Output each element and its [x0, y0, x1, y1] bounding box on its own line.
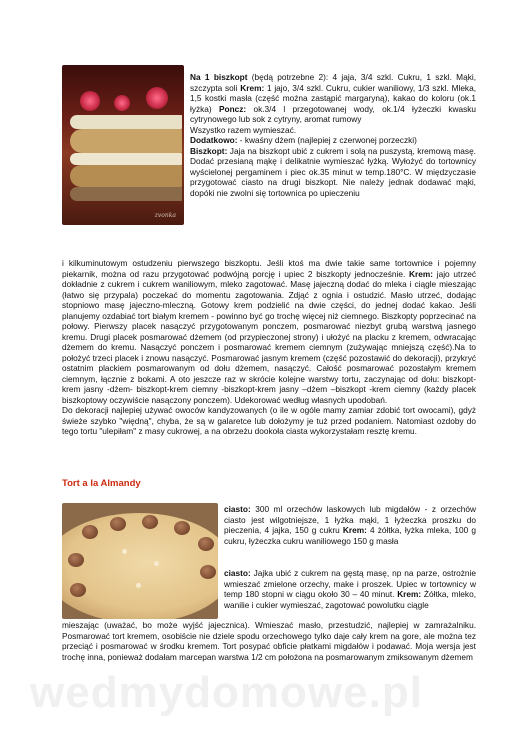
truffle-decoration: [68, 553, 84, 567]
recipe2-title: Tort a la Almandy: [62, 478, 141, 489]
ingredient-text: ok.3/4 l przegotowanej wody, ok.1/4 łyżeczki kwasku cytrynowego lub sok z cytryny, aromat rumowy: [190, 103, 476, 124]
truffle-decoration: [174, 521, 190, 535]
truffle-decoration: [198, 537, 214, 551]
truffle-decoration: [70, 583, 86, 597]
sugar-rose-decoration: [146, 87, 168, 109]
method-paragraph: [62, 258, 476, 405]
biszkopt-label: Biszkopt:: [190, 145, 228, 156]
ciasto-method-label: ciasto:: [224, 568, 251, 578]
almond-dot: [136, 583, 141, 588]
ciasto-method: Jajka ubić z cukrem na gęstą masę, np na parze, ostrożnie wmieszać zmielone orzechy, make i proszek. Upiec w tortownicy w temp 180 stopni w ciągu około 30 – 40 minut.: [224, 568, 476, 599]
ingredients-paragraph: [224, 504, 476, 546]
krem-label: Krem:: [342, 525, 367, 535]
krem-text: jajo utrzeć dokładnie z cukrem i cukrem waniliowym, mleko zagotować. Masę jajeczną dodać do mleka i ciągle mieszając (łatwo się przypala) poczekać do momentu zagotowania. Zdjąć z ognia i ostudzić. Masło utrzeć, dodając stopniowo masę jajeczno-mleczną. Gotowy krem podzielić na dwie części, do jednej dodać kakao. Jeśli planujemy ozdabiać tort białym kremem - powinno być go trochę więcej niż ciemnego. Biszkopty poprzecinać na połowy. Pierwszy placek nasączyć przygotowanym ponczem, posmarować niezbyt grubą warstwą jasnego kremu. Drugi placek posmarować dżemem (od przypieczonej strony) i ułożyć na placku z kremem, odwracając dżemem do kremu. Nasączyć ponczem i posmarować kremem ciemnym (zużywając mniejszą część).Na to położyć trzeci placek i znowu nasączyć. Posmarować jasnym kremem (część pozostawić do dekoracji), przykryć ostatnim plackiem posmarowanym od dołu dżemem, nasączyć. Całość posmarować pozostałym kremem ciemnym, łącznie z bokami. A oto jeszcze raz w skrócie kolejne warstwy tortu, zaczynając od dołu: biszkopt-krem jasny -dżem- biszkopt-krem ciemny -biszkopt-krem jasny –dżem –biszkopt -krem ciemny (każdy placek biszkoptowy oczywiście nasączony ponczem). Udekorować według własnych upodobań.: [62, 268, 476, 405]
sugar-rose-decoration: [80, 91, 100, 111]
ingredient-label: Krem:: [240, 82, 265, 93]
cake-layer-cream: [70, 153, 182, 165]
krem-label: Krem:: [409, 268, 433, 279]
recipe1-main: [62, 258, 476, 437]
sugar-rose-decoration: [114, 95, 130, 111]
method-paragraph: [224, 568, 476, 610]
almond-cake-photo: [62, 503, 218, 619]
almond-dot: [154, 561, 159, 566]
ingredients-paragraph: [190, 72, 476, 125]
biszkopt-start: [190, 146, 476, 199]
extra-text: - kwaśny dżem (najlepiej z czerwonej porzeczki): [237, 135, 417, 145]
recipe2-method: [224, 568, 476, 610]
ingredient-label: Poncz:: [218, 103, 247, 114]
krem-method-label: Krem:: [397, 589, 422, 599]
recipe2-method-continued: mieszając (uważać, bo może wyjść jajecznica). Wmieszać masło, przestudzić, najlepiej w zamrażalniku. Posmarować tort kremem, osobiście nie dziele spodu orzechowego tylko daje cały krem na gore, ale można tez przeciąć i posmarować w środku kremem. Tort posypać obficie płatkami migdałów i podawać. Moja wersja jest trochę inna, ponieważ dodałam marcepan warstwa 1/2 cm położona na posmarowanym zmiksowanym dżemem: [62, 620, 476, 662]
ingredient-label: Na 1 biszkopt: [190, 72, 248, 82]
truffle-decoration: [82, 525, 98, 539]
ciasto-label: ciasto:: [224, 504, 251, 514]
cake-slice-photo: [62, 65, 184, 225]
recipe1-intro: [190, 72, 476, 198]
ciasto-ingredients: 300 ml orzechów laskowych lub migdałów - z orzechów ciasto jest wilgotniejsze, 1 łyżka mąki, 1 łyżeczka proszku do pieczenia, 4 jajka, 150 g cukru: [224, 504, 476, 535]
almond-dot: [122, 549, 127, 554]
cake-layer-sponge: [70, 165, 182, 187]
truffle-decoration: [200, 565, 216, 579]
photo-signature: zvonka: [154, 212, 176, 219]
truffle-decoration: [142, 515, 158, 529]
ingredient-text: 1 jajo, 3/4 szkl. Cukru, cukier waniliowy, 1/3 szkl. Mleka, 1,5 kostki masła (część można zastąpić margaryną), kakao do koloru (ok.1 łyżka): [190, 82, 476, 114]
extra-line: [190, 135, 476, 146]
cake-layer-cream: [70, 115, 182, 129]
biszkopt-text: Jaja na biszkopt ubić z cukrem i solą na puszystą, kremową masę. Dodać przesianą mąkę i delikatnie wymieszać łyżką. Wyłożyć do tortownicy wyścielonej pergaminem i piec ok.35 minut w temp.180°C. W międzyczasie przygotować ciasto na drugi biszkopt. Nie należy jednak dodawać mąki, dopóki nie zwolni się tortownica po upieczeniu: [190, 145, 476, 198]
krem-method: Żółtka, mleko, wanilie i cukier wymieszać, zagotować powolutku ciągle: [224, 589, 476, 610]
extra-label: Dodatkowo:: [190, 135, 238, 145]
watermark: wedmydomowe.pl: [30, 668, 423, 717]
truffle-decoration: [110, 517, 126, 531]
biszkopt-text-continued: i kilkuminutowym ostudzeniu pierwszego biszkoptu. Jeśli ktoś ma dwie takie same tortownice i pojemny piekarnik, można od razu przygotować podwójną porcję i upiec 2 biszkopty jednocześnie.: [62, 258, 476, 279]
cake-layer-base: [70, 187, 182, 201]
krem-ingredients: 4 żółtka, łyżka mleka, 100 g cukru, łyżeczka cukru waniliowego 150 g masła: [224, 525, 476, 546]
cake-layer-sponge: [70, 129, 182, 153]
decoration-paragraph: Do dekoracji najlepiej używać owoców kandyzowanych (o ile w ogóle mamy zamiar zdobić tort owocami), gdyż świeże szybko "więdną", chyba, że są w galaretce lub dołożymy je tuż przed podaniem. Natomiast ozdoby do tego tortu "ulepiłam" z masy cukrowej, a na obrzeżu dookoła ciasta wykorzystałam resztę kremu.: [62, 405, 476, 436]
recipe2-ingredients: [224, 504, 476, 546]
all-together-line: Wszystko razem wymieszać.: [190, 124, 297, 135]
ingredient-text: (będą potrzebne 2): 4 jaja, 3/4 szkl. Cukru, 1 szkl. Mąki, szczypta soli: [190, 72, 476, 93]
